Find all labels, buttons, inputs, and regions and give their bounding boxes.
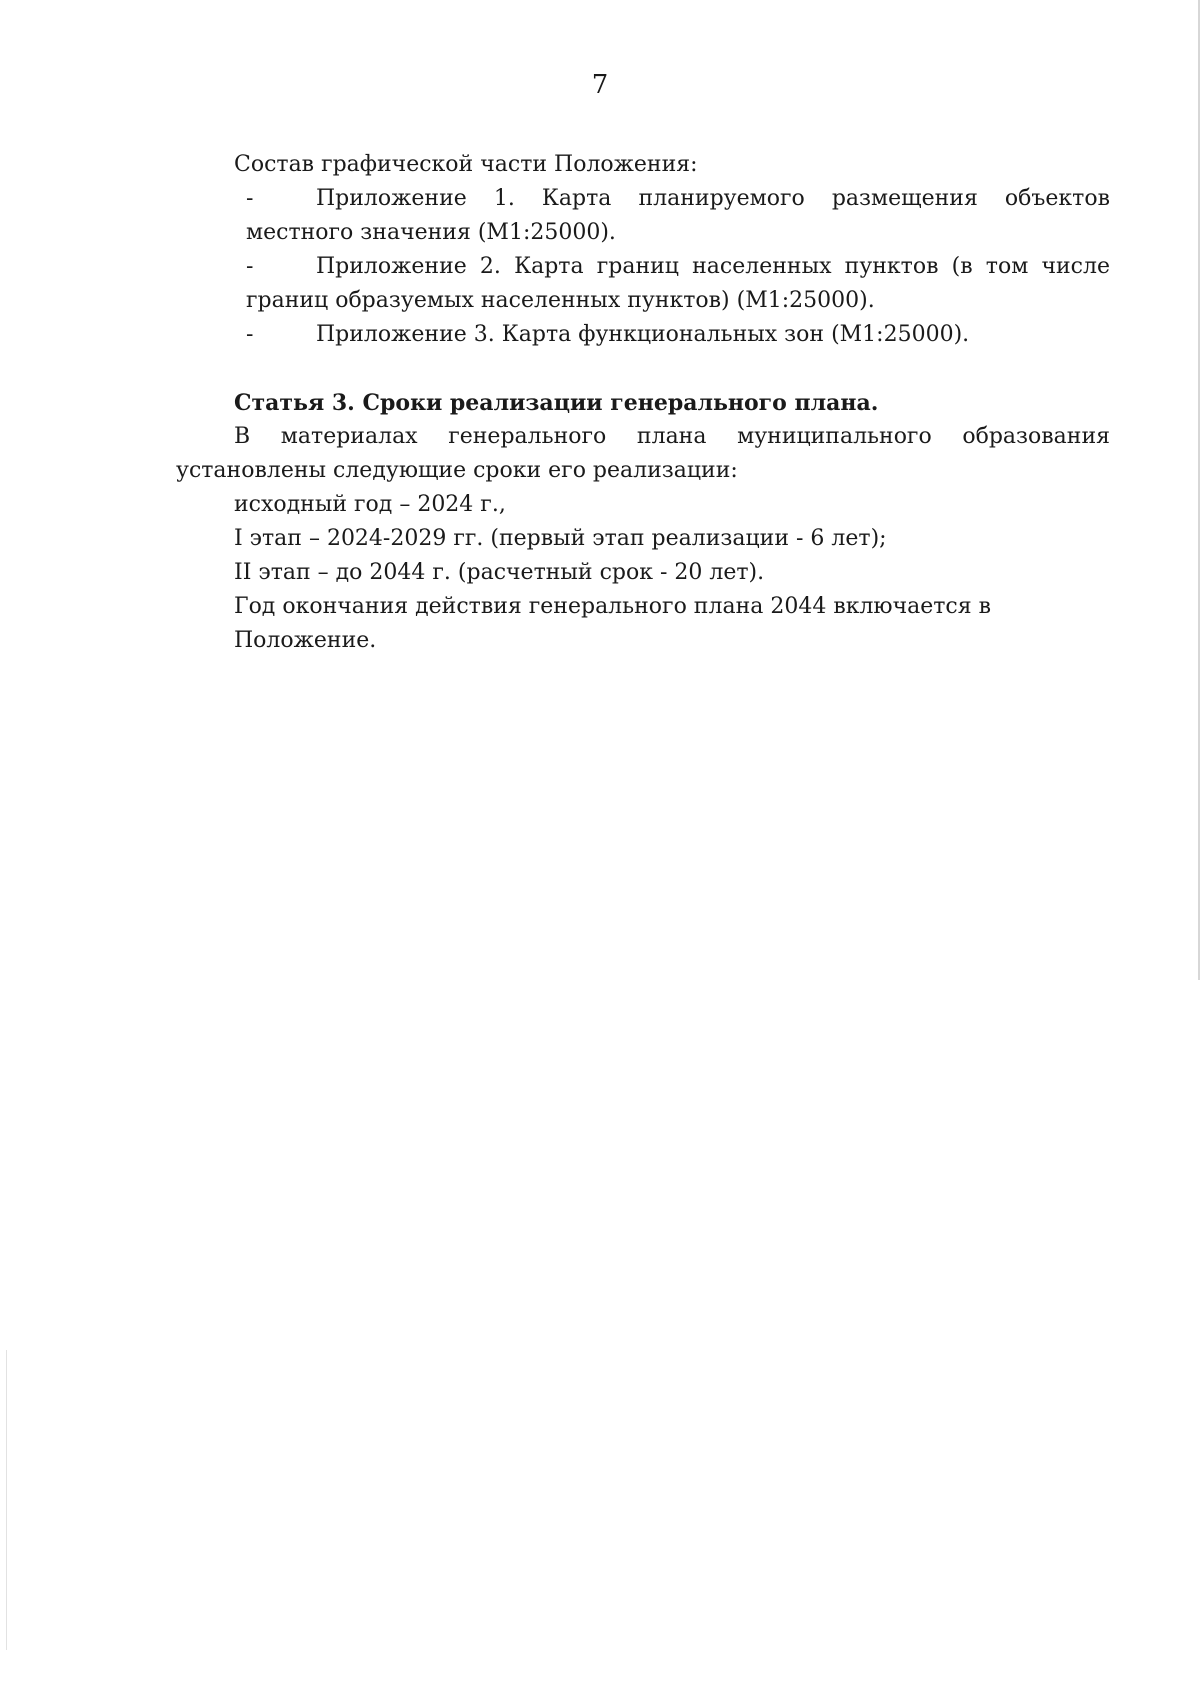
composition-item-2 bbox=[246, 250, 1110, 318]
page-number: 7 bbox=[591, 70, 609, 100]
list-dash: - bbox=[246, 322, 254, 347]
document-content bbox=[176, 148, 1110, 658]
list-dash: - bbox=[246, 254, 254, 279]
article-3 bbox=[176, 386, 1110, 658]
article-closing: Год окончания действия генерального плана 2044 включается в Положение. bbox=[234, 594, 992, 653]
composition-item-text: Приложение 2. Карта границ населенных пунктов (в том числе границ образуемых населенных пунктов) (М1:25000). bbox=[246, 254, 1110, 313]
article-title: Статья 3. Сроки реализации генерального плана. bbox=[234, 390, 879, 416]
term-initial-year: исходный год – 2024 г., bbox=[234, 492, 506, 517]
article-intro: В материалах генерального плана муниципального образования установлены следующие сроки его реализации: bbox=[176, 424, 1110, 483]
composition-item-text: Приложение 3. Карта функциональных зон (М1:25000). bbox=[316, 322, 970, 347]
composition-item-3 bbox=[246, 318, 1110, 352]
scan-edge-left bbox=[6, 1350, 7, 1650]
composition-item-1 bbox=[246, 182, 1110, 250]
list-dash: - bbox=[246, 186, 254, 211]
term-stage-1: I этап – 2024-2029 гг. (первый этап реализации - 6 лет); bbox=[234, 526, 887, 551]
term-stage-2: II этап – до 2044 г. (расчетный срок - 20 лет). bbox=[234, 560, 765, 585]
composition-item-text: Приложение 1. Карта планируемого размещения объектов местного значения (М1:25000). bbox=[246, 186, 1110, 245]
composition-title: Состав графической части Положения: bbox=[234, 152, 698, 177]
